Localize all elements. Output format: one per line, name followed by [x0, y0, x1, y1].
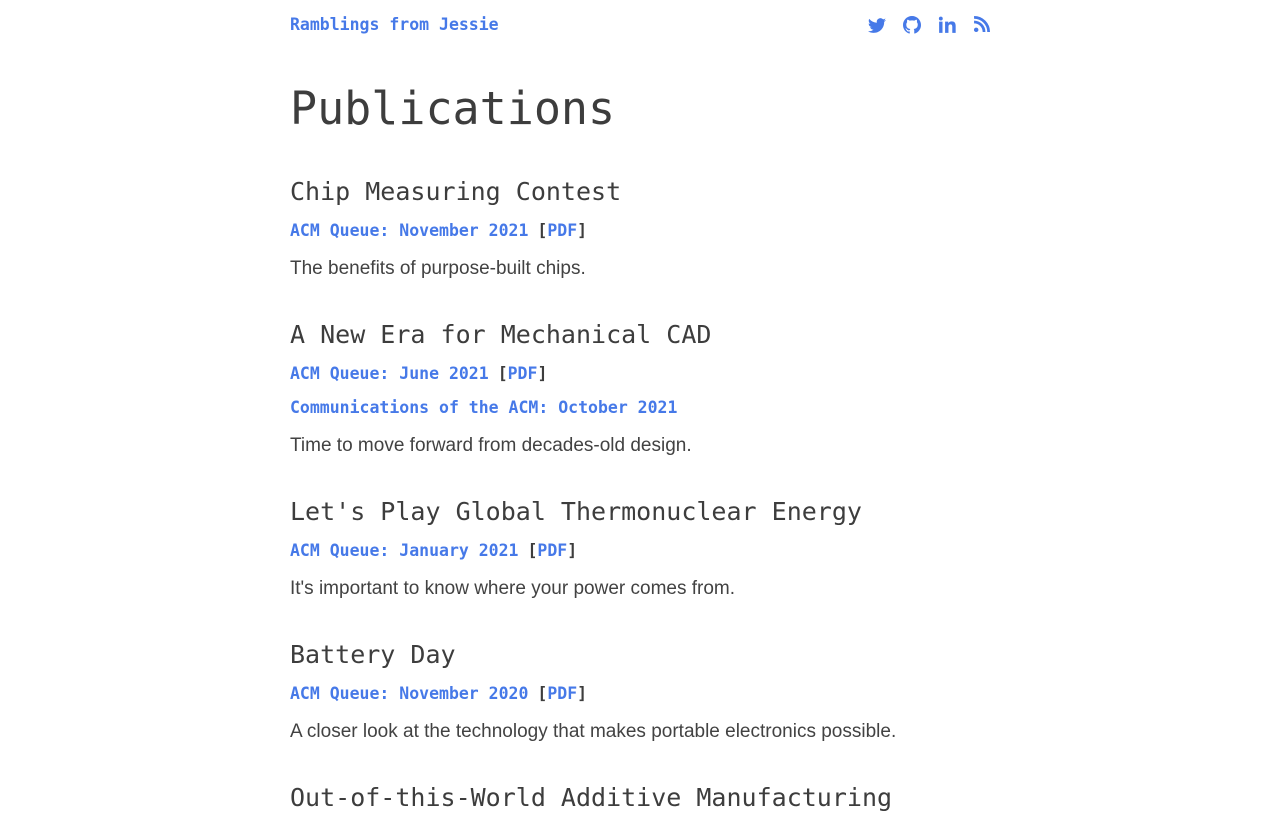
- publication-link[interactable]: Communications of the ACM: October 2021: [290, 398, 678, 417]
- linkedin-link[interactable]: [938, 16, 956, 34]
- publication-links: [290, 363, 990, 418]
- rss-link[interactable]: [973, 16, 990, 33]
- publication-links: [290, 683, 990, 704]
- publication-links: [290, 220, 990, 241]
- publication-links: [290, 540, 990, 561]
- publication-entry: [290, 176, 990, 281]
- pdf-close-bracket: ]: [537, 364, 548, 383]
- publication-link[interactable]: ACM Queue: November 2020: [290, 684, 529, 703]
- publication-link[interactable]: ACM Queue: June 2021: [290, 364, 489, 383]
- publication-entry: [290, 782, 990, 813]
- linkedin-icon: [938, 16, 956, 34]
- pdf-open-bracket: [: [537, 221, 548, 240]
- pdf-close-bracket: ]: [577, 221, 588, 240]
- pdf-group: [527, 541, 577, 560]
- rss-icon: [973, 16, 990, 33]
- publication-title: Chip Measuring Contest: [290, 177, 622, 206]
- pdf-open-bracket: [: [527, 541, 538, 560]
- page-title: Publications: [290, 82, 616, 135]
- site-title-link[interactable]: Ramblings from Jessie: [290, 15, 499, 34]
- site-header: [290, 0, 990, 34]
- main-content: [290, 79, 990, 813]
- publication-link-line: [290, 683, 990, 704]
- twitter-link[interactable]: [868, 16, 886, 34]
- publication-link-line: [290, 397, 990, 418]
- github-icon: [903, 16, 921, 34]
- pdf-open-bracket: [: [537, 684, 548, 703]
- publication-description: The benefits of purpose-built chips.: [290, 258, 586, 279]
- publication-title: Out-of-this-World Additive Manufacturing: [290, 783, 893, 812]
- publication-entry: [290, 496, 990, 601]
- publication-link-line: [290, 363, 990, 384]
- publication-title: Battery Day: [290, 640, 456, 669]
- publication-description: It's important to know where your power comes from.: [290, 578, 736, 599]
- publication-link[interactable]: ACM Queue: January 2021: [290, 541, 519, 560]
- publication-link-line: [290, 220, 990, 241]
- publication-link[interactable]: ACM Queue: November 2021: [290, 221, 529, 240]
- pdf-link[interactable]: PDF: [507, 364, 538, 383]
- publications-list: [290, 176, 990, 813]
- twitter-icon: [868, 16, 886, 34]
- pdf-close-bracket: ]: [577, 684, 588, 703]
- pdf-open-bracket: [: [497, 364, 508, 383]
- pdf-link[interactable]: PDF: [547, 684, 578, 703]
- publication-link-line: [290, 540, 990, 561]
- publication-description: Time to move forward from decades-old design.: [290, 435, 692, 456]
- github-link[interactable]: [903, 16, 921, 34]
- pdf-group: [537, 221, 587, 240]
- pdf-group: [537, 684, 587, 703]
- publication-entry: [290, 639, 990, 744]
- publication-description: A closer look at the technology that makes portable electronics possible.: [290, 721, 897, 742]
- page-container: [290, 0, 990, 813]
- pdf-group: [498, 364, 548, 383]
- publication-title: A New Era for Mechanical CAD: [290, 320, 712, 349]
- pdf-link[interactable]: PDF: [537, 541, 568, 560]
- publication-entry: [290, 319, 990, 458]
- publication-title: Let's Play Global Thermonuclear Energy: [290, 497, 862, 526]
- pdf-link[interactable]: PDF: [547, 221, 578, 240]
- pdf-close-bracket: ]: [567, 541, 578, 560]
- social-icons-nav: [868, 16, 990, 34]
